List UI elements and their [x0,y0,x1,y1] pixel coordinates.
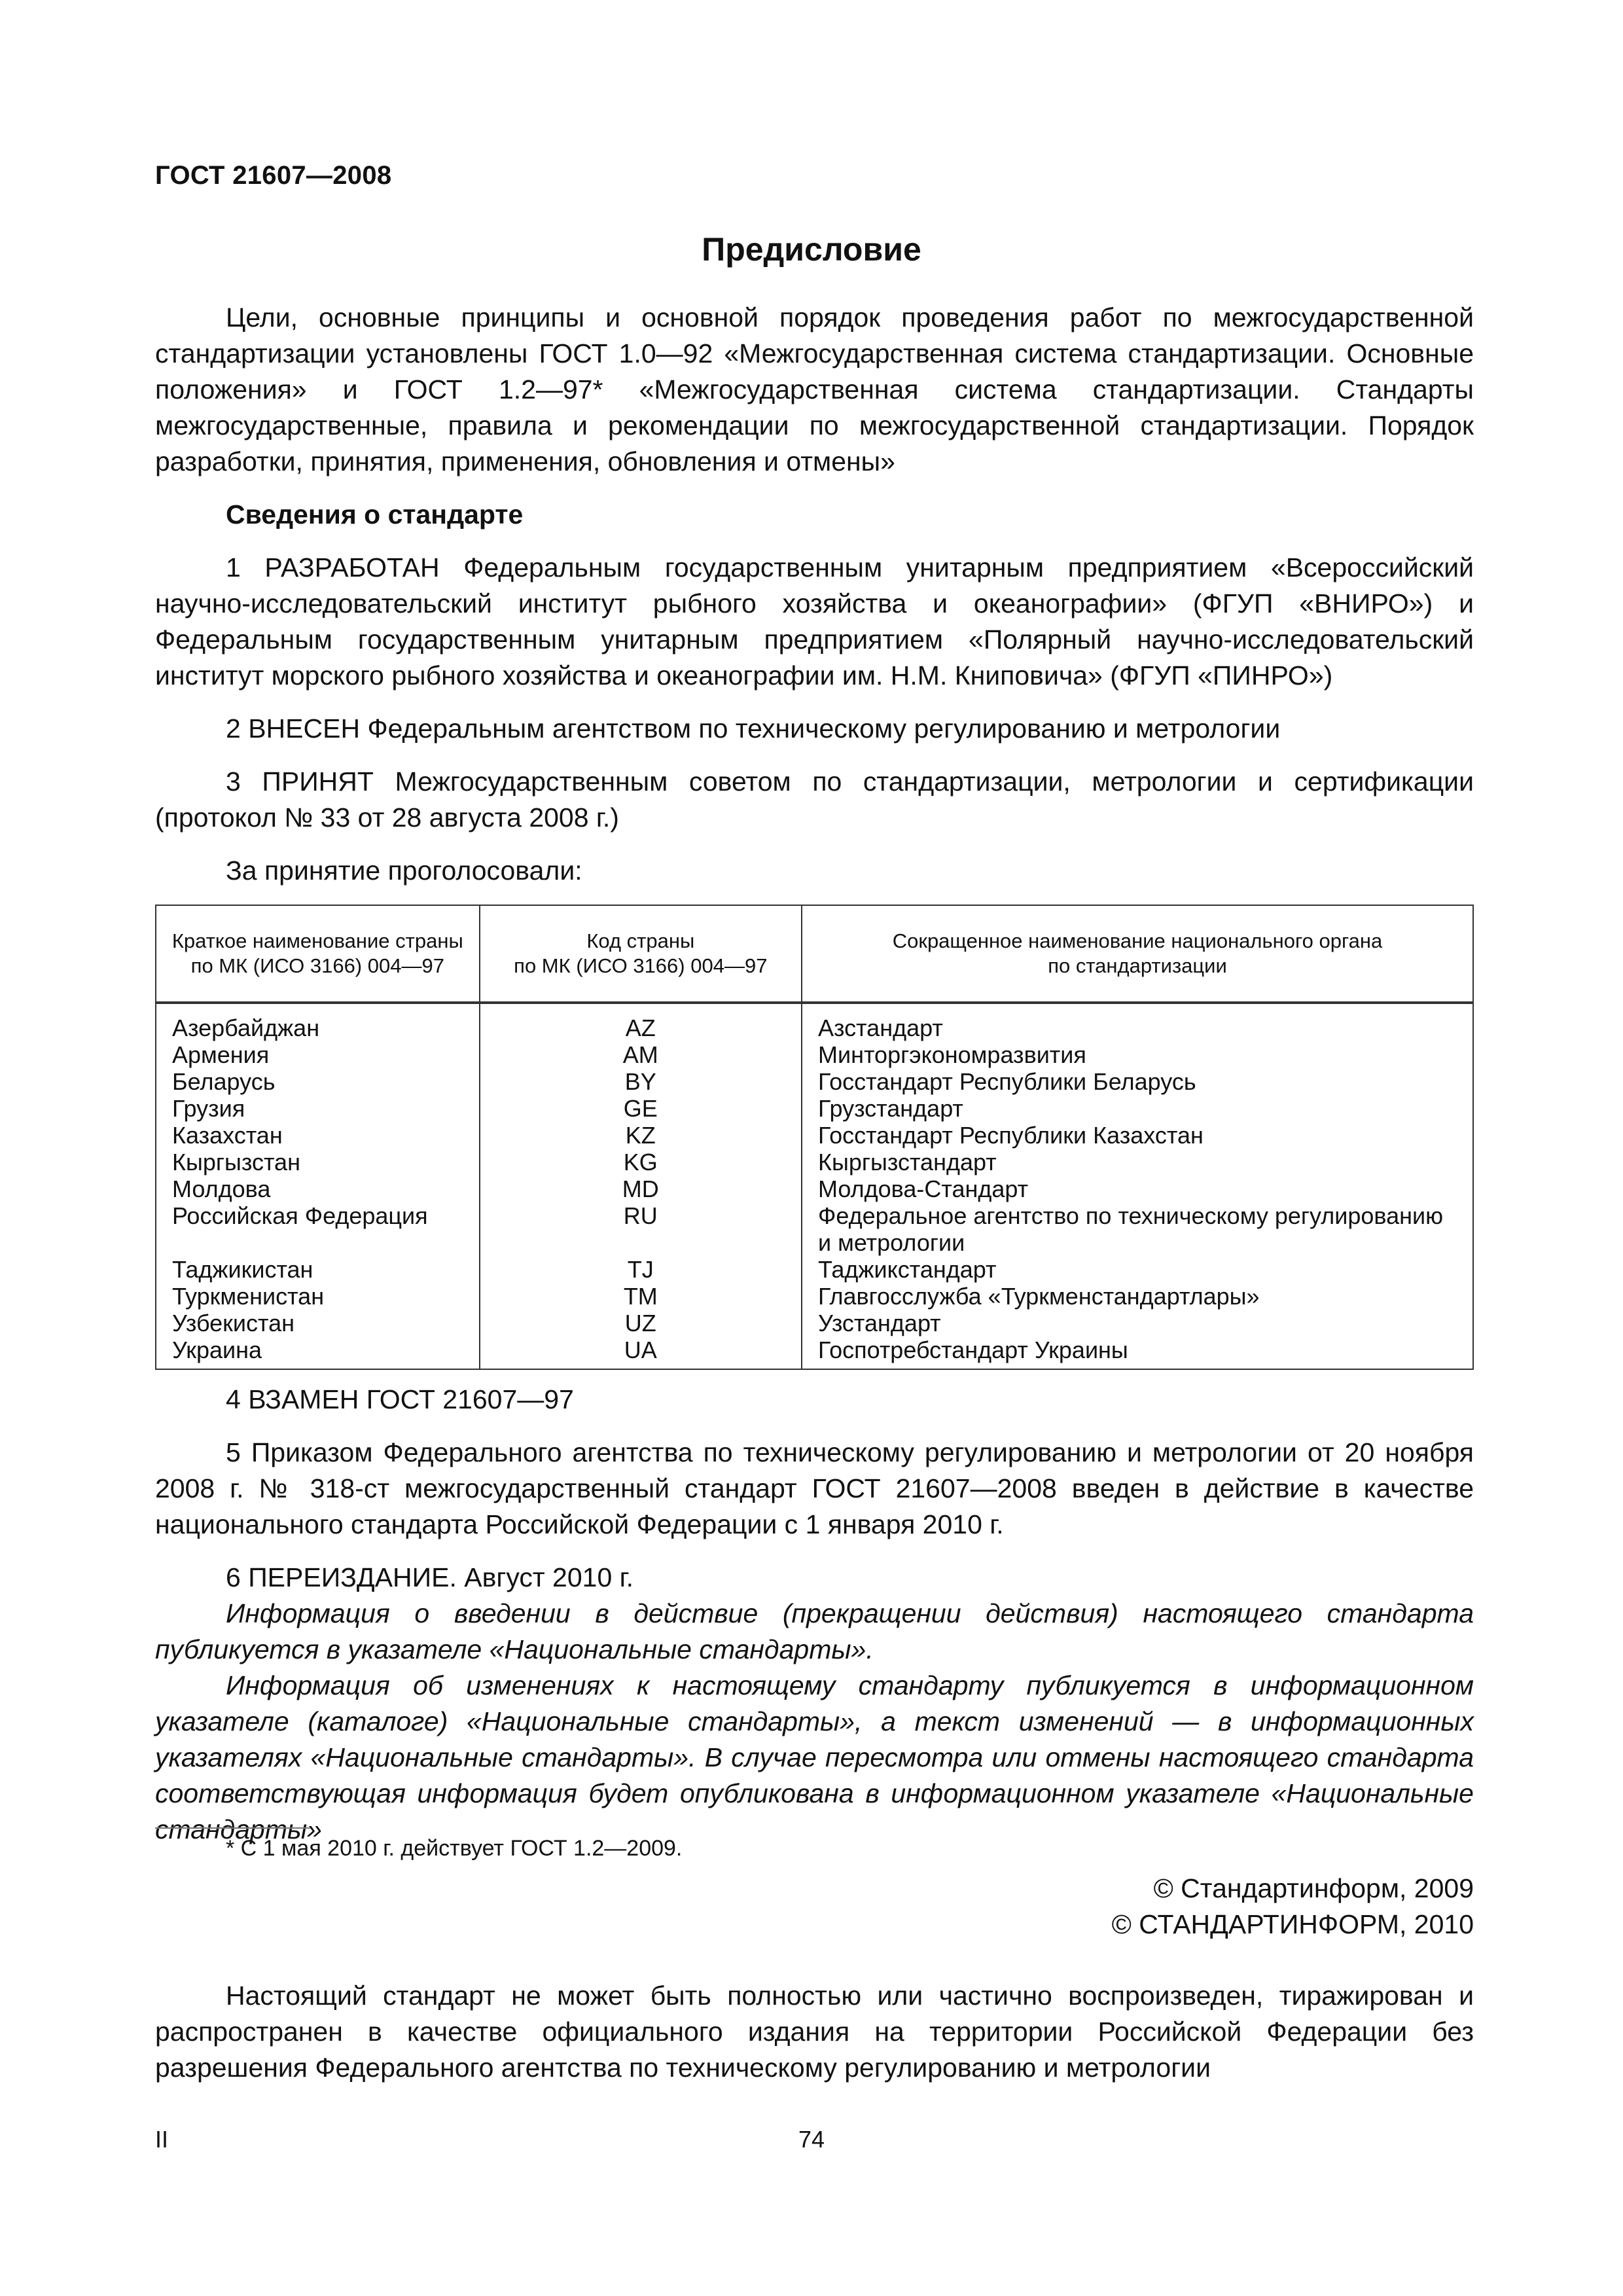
cell-code: MD [480,1175,802,1202]
info-introduction: Информация о введении в действие (прекращении действия) настоящего стандарта публикуется в указателе «Национальные стандарты». [155,1598,1474,1664]
cell-body: Узстандарт [802,1310,1473,1336]
voting-table [155,905,1474,1370]
table-row [156,1068,1473,1095]
table-row [156,1149,1473,1175]
cell-body: Федеральное агентство по техническому регулированию и метрологии [802,1202,1473,1256]
cell-code: UA [480,1336,802,1369]
copyright-line: © Стандартинформ, 2009 [1153,1873,1474,1903]
header-code: Код страны по МК (ИСО 3166) 004—97 [480,905,802,1003]
cell-country: Молдова [156,1175,480,1202]
page-number: 74 [798,2126,825,2153]
cell-body: Грузстандарт [802,1095,1473,1122]
item-replaces: 4 ВЗАМЕН ГОСТ 21607—97 [226,1384,574,1414]
intro-paragraph: Цели, основные принципы и основной порядок проведения работ по межгосударственной стандартизации установлены ГОСТ 1.0—92 «Межгосударственная система стандартизации. Основные положения» и ГОСТ 1.2—97* «Межгосударственная система стандартизации. Стандарты межгосударственные, правила и рекомендации по межгосударственной стандартизации. Порядок разработки, принятия, применения, обновления и отмены» [155,302,1474,476]
cell-country: Беларусь [156,1068,480,1095]
table-row [156,1003,1473,1041]
cell-body: Госстандарт Республики Беларусь [802,1068,1473,1095]
table-header-row [156,905,1473,1003]
table-row [156,1336,1473,1369]
table-row [156,1175,1473,1202]
cell-body: Госстандарт Республики Казахстан [802,1122,1473,1149]
table-row [156,1310,1473,1336]
cell-body: Азстандарт [802,1003,1473,1041]
table-row [156,1202,1473,1256]
table-row [156,1122,1473,1149]
cell-country: Таджикистан [156,1256,480,1283]
table-row [156,1041,1473,1068]
cell-code: AZ [480,1003,802,1041]
cell-country: Украина [156,1336,480,1369]
table-row [156,1095,1473,1122]
copyright-line: © СТАНДАРТИНФОРМ, 2010 [1111,1909,1474,1939]
cell-code: TJ [480,1256,802,1283]
cell-code: AM [480,1041,802,1068]
page-roman-numeral: II [155,2126,169,2153]
table-row [156,1283,1473,1310]
item-adopted: 3 ПРИНЯТ Межгосударственным советом по стандартизации, метрологии и сертификации (протокол № 33 от 28 августа 2008 г.) [155,766,1474,833]
cell-body: Таджикстандарт [802,1256,1473,1283]
document-code: ГОСТ 21607—2008 [155,161,392,190]
table-row [156,1256,1473,1283]
item-reissue: 6 ПЕРЕИЗДАНИЕ. Август 2010 г. [226,1562,633,1592]
page-title: Предисловие [702,231,921,268]
footnote: * С 1 мая 2010 г. действует ГОСТ 1.2—2009. [226,1836,683,1861]
footnote-divider [155,1827,310,1829]
voted-label: За принятие проголосовали: [226,855,582,886]
cell-code: RU [480,1202,802,1256]
reproduction-notice: Настоящий стандарт не может быть полностью или частично воспроизведен, тиражирован и распространен в качестве официального издания на территории Российской Федерации без разрешения Федерального агентства по техническому регулированию и метрологии [155,1981,1474,2083]
cell-code: GE [480,1095,802,1122]
cell-code: BY [480,1068,802,1095]
cell-country: Армения [156,1041,480,1068]
cell-code: TM [480,1283,802,1310]
subheading: Сведения о стандарте [226,499,524,529]
cell-body: Госпотребстандарт Украины [802,1336,1473,1369]
item-developed: 1 РАЗРАБОТАН Федеральным государственным унитарным предприятием «Всероссийский научно-исследовательский институт рыбного хозяйства и океанографии» (ФГУП «ВНИРО») и Федеральным государственным унитарным предприятием «Полярный научно-исследовательский институт морского рыбного хозяйства и океанографии им. Н.М. Книповича» (ФГУП «ПИНРО») [155,552,1474,691]
cell-code: UZ [480,1310,802,1336]
cell-country: Кыргызстан [156,1149,480,1175]
cell-body: Минторгэкономразвития [802,1041,1473,1068]
cell-body: Кыргызстандарт [802,1149,1473,1175]
cell-country: Грузия [156,1095,480,1122]
foreword-body [155,300,1474,1848]
cell-country: Российская Федерация [156,1202,480,1256]
cell-country: Узбекистан [156,1310,480,1336]
item-order: 5 Приказом Федерального агентства по техническому регулированию и метрологии от 20 ноября 2008 г. № 318-ст межгосударственный стандарт ГОСТ 21607—2008 введен в действие в качестве национального стандарта Российской Федерации с 1 января 2010 г. [155,1437,1474,1539]
header-country: Краткое наименование страны по МК (ИСО 3166) 004—97 [156,905,480,1003]
cell-body: Молдова-Стандарт [802,1175,1473,1202]
header-body: Сокращенное наименование национального органа по стандартизации [802,905,1473,1003]
cell-country: Азербайджан [156,1003,480,1041]
info-changes: Информация об изменениях к настоящему стандарту публикуется в информационном указателе (каталоге) «Национальные стандарты», а текст изменений — в информационных указателях «Национальные стандарты». В случае пересмотра или отмены настоящего стандарта соответствующая информация будет опубликована в информационном указателе «Национальные стандарты» [155,1670,1474,1844]
cell-body: Главгосслужба «Туркменстандартлары» [802,1283,1473,1310]
copyright-block [1112,1871,1474,1943]
cell-country: Казахстан [156,1122,480,1149]
cell-code: KZ [480,1122,802,1149]
cell-country: Туркменистан [156,1283,480,1310]
item-introduced: 2 ВНЕСЕН Федеральным агентством по техническому регулированию и метрологии [226,713,1281,744]
cell-code: KG [480,1149,802,1175]
